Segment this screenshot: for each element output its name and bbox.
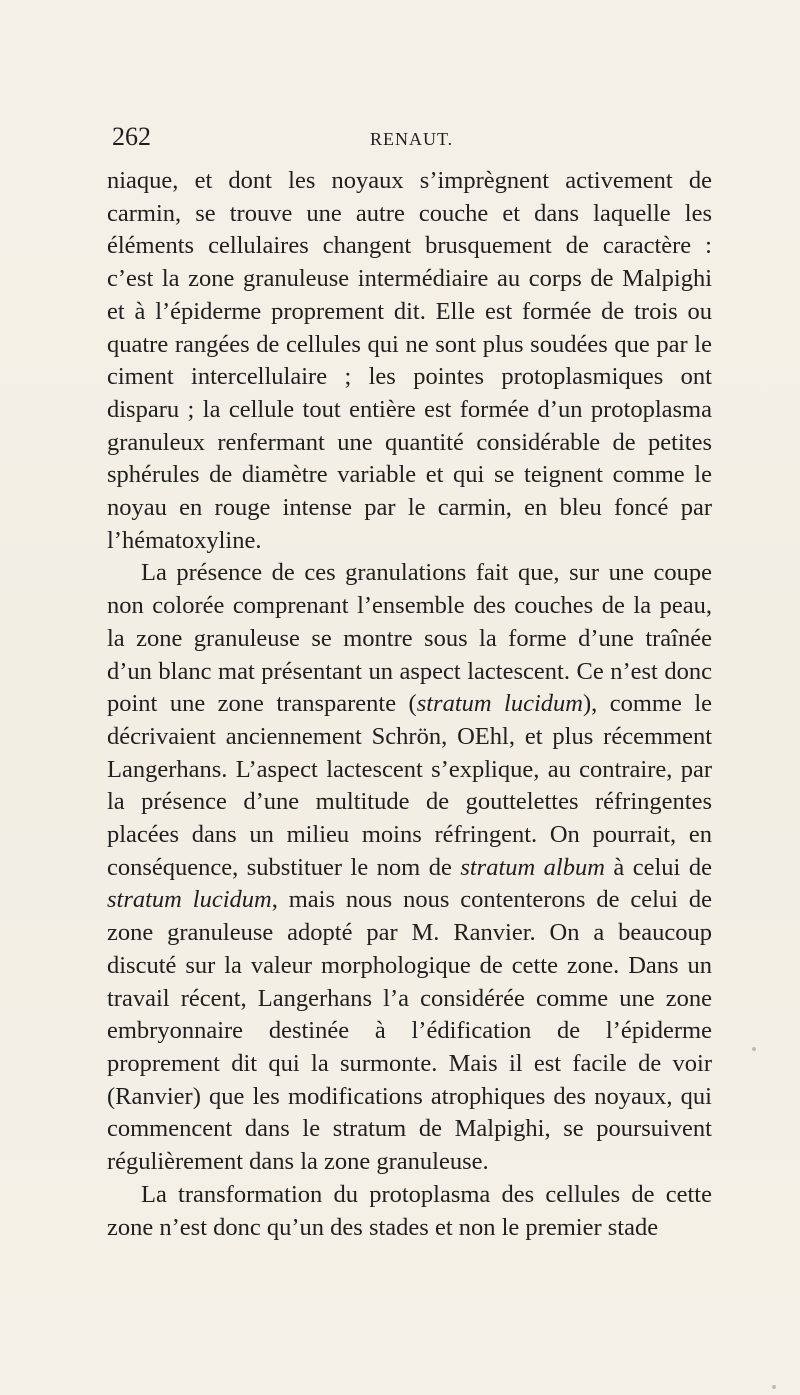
page-number: 262 — [112, 122, 151, 151]
text-run: à celui de — [604, 853, 712, 881]
text-run: La présence de ces granulations fait que, sur une coupe non colorée comprenant l’ensemble des couches de la peau, la zone granuleuse se montre sous la forme d’une traînée d’un blanc mat présentant un aspect lactescent. Ce n’est donc point une zone transparente ( — [107, 559, 712, 718]
text-run: ), comme le décrivaient anciennement Schrön, OEhl, et plus récemment Langerhans. L’aspect lactescent s’explique, au contraire, par la présence d’une multitude de gouttelettes réfringentes placées dans un milieu moins réfringent. On pourrait, en conséquence, substituer le nom de — [107, 690, 713, 881]
paper-speck — [752, 1047, 756, 1051]
paragraph — [107, 165, 712, 557]
paragraph — [107, 557, 712, 1178]
italic-term: stratum lucidum — [107, 886, 272, 914]
text-run: , mais nous nous contenterons de celui de zone granuleuse adopté par M. Ranvier. On a beaucoup discuté sur la valeur morphologique de cette zone. Dans un travail récent, Langerhans l’a considérée comme une zone embryonnaire destinée à l’édification de l’épiderme proprement dit qui la surmonte. Mais il est facile de voir (Ranvier) que les modifications atrophiques des noyaux, qui commencent dans le stratum de Malpighi, se poursuivent régulièrement dans la zone granuleuse. — [107, 886, 713, 1176]
text-run: niaque, et dont les noyaux s’imprègnent activement de carmin, se trouve une autre couche et dans laquelle les éléments cellulaires changent brusquement de caractère : c’est la zone granuleuse intermédiaire au corps de Malpighi et à l’épiderme proprement dit. Elle est formée de trois ou quatre rangées de cellules qui ne sont plus soudées que par le ciment intercellulaire ; les pointes protoplasmiques ont disparu ; la cellule tout entière est formée d’un protoplasma granuleux renfermant une quantité considérable de petites sphérules de diamètre variable et qui se teignent comme le noyau en rouge intense par le carmin, en bleu foncé par l’hématoxyline. — [107, 167, 712, 554]
paper-speck — [772, 1385, 776, 1389]
text-run: La transformation du protoplasma des cellules de cette zone n’est donc qu’un des stades et non le premier stade — [107, 1180, 712, 1241]
italic-term: stratum album — [460, 853, 605, 881]
paragraph — [107, 1179, 712, 1244]
running-title: RENAUT. — [370, 129, 454, 149]
italic-term: stratum lucidum — [416, 690, 583, 718]
running-head — [105, 122, 710, 154]
body-text — [107, 165, 712, 1244]
